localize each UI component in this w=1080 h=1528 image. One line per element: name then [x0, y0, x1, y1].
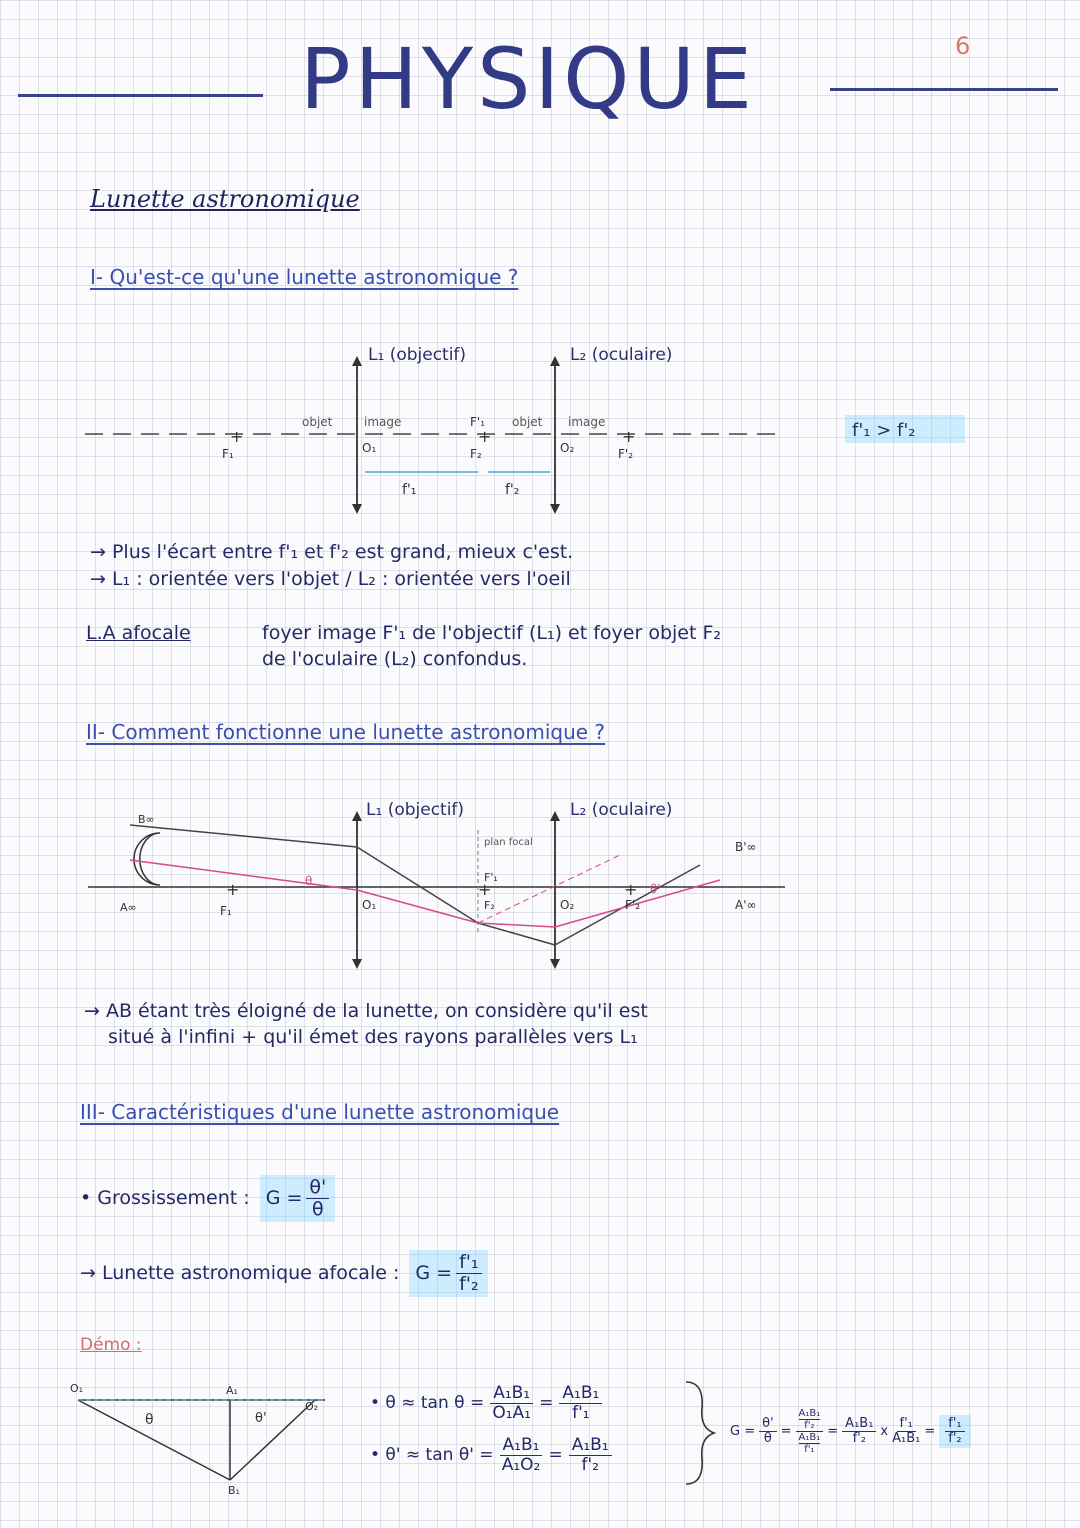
final-frac4 — [892, 1417, 920, 1447]
final-f5-den: f'₂ — [948, 1431, 962, 1446]
demo-o2: O₂ — [305, 1400, 319, 1413]
final-eq1: = — [780, 1424, 792, 1439]
diagram2-bprime-inf: B'∞ — [735, 840, 757, 854]
diagram1-lens2-label: L₂ (oculaire) — [570, 345, 673, 365]
final-f1-den: θ — [763, 1431, 772, 1446]
final-x: x — [880, 1424, 889, 1439]
section2-diagram — [0, 785, 1080, 975]
eq1-frac1 — [490, 1384, 533, 1422]
g-num: θ' — [306, 1177, 329, 1199]
eq2-equals: = — [548, 1445, 563, 1466]
diagram2-f1: F₁ — [220, 904, 232, 918]
grossissement-row — [80, 1175, 335, 1222]
svg-text:+: + — [478, 880, 492, 899]
demo-brace — [680, 1378, 720, 1488]
page-title: PHYSIQUE — [300, 30, 756, 128]
grossissement-label: • Grossissement : — [80, 1187, 250, 1210]
afocal-fraction — [456, 1252, 482, 1295]
eq2-start: • θ' ≈ tan θ' = — [370, 1445, 494, 1466]
demo-thetaprime: θ' — [255, 1411, 267, 1426]
demo-label: Démo : — [80, 1335, 142, 1355]
section1-afocal-line2: de l'oculaire (L₂) confondus. — [262, 648, 528, 670]
eq1-f1-den: O₁A₁ — [492, 1402, 531, 1423]
final-f4-den: A₁B₁ — [892, 1431, 921, 1446]
final-frac5 — [939, 1415, 970, 1449]
demo-a1: A₁ — [226, 1384, 238, 1397]
eq1-equals: = — [539, 1393, 554, 1414]
diagram2-theta: θ — [305, 874, 313, 888]
diagram1-objet1: objet — [302, 415, 333, 429]
svg-text:+: + — [478, 427, 492, 446]
final-g: G = — [730, 1424, 756, 1439]
diagram2-f1prime: F'₁ — [484, 871, 498, 884]
eq1-f1-num: A₁B₁ — [490, 1384, 533, 1404]
final-f4-num: f'₁ — [897, 1417, 916, 1432]
final-f5-num: f'₁ — [945, 1417, 964, 1432]
diagram2-aprime-inf: A'∞ — [735, 898, 757, 912]
diagram1-f2: F₂ — [470, 447, 482, 461]
svg-text:+: + — [624, 880, 638, 899]
final-f2-den-num: A₁B₁ — [798, 1432, 821, 1443]
diagram2-f2: F₂ — [484, 899, 495, 912]
demo-eq1 — [370, 1384, 602, 1422]
diagram2-lens2-label: L₂ (oculaire) — [570, 800, 673, 820]
afocal-num: f'₁ — [456, 1252, 482, 1274]
diagram1-image2: image — [568, 415, 606, 429]
demo-final — [730, 1408, 971, 1455]
section2-note-line2: situé à l'infini + qu'il émet des rayons parallèles vers L₁ — [108, 1026, 638, 1048]
eq1-f2-den: f'₁ — [572, 1402, 590, 1423]
section2-note-line1: → AB étant très éloigné de la lunette, on considère qu'il est — [84, 1000, 648, 1022]
section1-diagram — [0, 330, 1080, 520]
afocal-row — [80, 1250, 488, 1297]
diagram1-objet2: objet — [512, 415, 543, 429]
diagram1-f2prime: F'₂ — [618, 447, 634, 461]
final-frac3 — [842, 1417, 876, 1447]
diagram1-image1: image — [364, 415, 402, 429]
g-eq: G = — [265, 1187, 303, 1210]
header-rule-left — [18, 94, 263, 97]
diagram1-o1: O₁ — [362, 441, 377, 455]
eq2-frac2 — [569, 1436, 612, 1474]
grossissement-formula — [260, 1175, 336, 1222]
section1-heading: I- Qu'est-ce qu'une lunette astronomique ? — [90, 265, 519, 289]
eq1-f2-num: A₁B₁ — [559, 1384, 602, 1404]
diagram2-b-inf: B∞ — [138, 813, 155, 826]
section2-heading: II- Comment fonctionne une lunette astronomique ? — [86, 720, 606, 744]
afocal-den: f'₂ — [459, 1272, 479, 1295]
final-eq2: = — [827, 1424, 839, 1439]
chapter-title: Lunette astronomique — [90, 185, 360, 213]
diagram1-o2: O₂ — [560, 441, 575, 455]
diagram2-f2prime: F'₂ — [625, 898, 641, 912]
afocal-eq: G = — [415, 1262, 453, 1285]
section1-afocal-line1: foyer image F'₁ de l'objectif (L₁) et foyer objet F₂ — [262, 622, 722, 644]
eq1-frac2 — [559, 1384, 602, 1422]
afocal-formula — [409, 1250, 487, 1297]
final-frac1 — [759, 1417, 777, 1447]
afocal-label: → Lunette astronomique afocale : — [80, 1262, 400, 1285]
diagram2-o2: O₂ — [560, 898, 575, 912]
g-fraction — [306, 1177, 329, 1220]
final-f3-num: A₁B₁ — [842, 1417, 876, 1432]
page-number: 6 — [955, 32, 971, 60]
final-f2-den-den: f'₁ — [804, 1444, 815, 1455]
eq2-f2-den: f'₂ — [581, 1454, 599, 1475]
diagram2-plan-focal: plan focal — [484, 837, 533, 848]
diagram2-o1: O₁ — [362, 898, 377, 912]
diagram2-a-inf: A∞ — [120, 901, 137, 914]
diagram2-lens1-label: L₁ (objectif) — [366, 800, 465, 820]
final-f1-num: θ' — [759, 1417, 777, 1432]
demo-b1: B₁ — [228, 1484, 240, 1497]
section1-afocal-label: L.A afocale — [86, 622, 191, 644]
final-f3-den: f'₂ — [852, 1431, 866, 1446]
diagram1-f1: F₁ — [222, 447, 234, 461]
diagram1-f1prime: F'₁ — [470, 415, 486, 429]
final-f2-num-den: f'₂ — [804, 1420, 815, 1431]
eq2-f1-den: A₁O₂ — [501, 1454, 541, 1475]
eq2-f2-num: A₁B₁ — [569, 1436, 612, 1456]
final-frac2 — [796, 1408, 824, 1455]
section3-heading: III- Caractéristiques d'une lunette astronomique — [80, 1100, 560, 1124]
diagram1-lens1-label: L₁ (objectif) — [368, 345, 467, 365]
final-frac2-top — [796, 1408, 824, 1432]
eq1-start: • θ ≈ tan θ = — [370, 1393, 485, 1414]
diagram1-relation: f'₁ > f'₂ — [852, 420, 916, 441]
final-frac2-bottom — [799, 1432, 821, 1455]
demo-theta: θ — [145, 1412, 154, 1428]
demo-eq2 — [370, 1436, 612, 1474]
svg-text:+: + — [230, 427, 244, 446]
svg-text:+: + — [622, 427, 636, 446]
eq2-frac1 — [500, 1436, 543, 1474]
final-f2-num-num: A₁B₁ — [798, 1408, 821, 1419]
diagram1-focal2: f'₂ — [505, 482, 520, 498]
diagram2-thetaprime: θ' — [650, 882, 661, 896]
header-rule-right — [830, 88, 1058, 91]
eq2-f1-num: A₁B₁ — [500, 1436, 543, 1456]
demo-diagram — [60, 1380, 350, 1500]
diagram1-focal1: f'₁ — [402, 482, 417, 498]
svg-text:+: + — [226, 880, 240, 899]
section1-note1: → Plus l'écart entre f'₁ et f'₂ est grand, mieux c'est. — [90, 541, 574, 563]
demo-o1: O₁ — [70, 1382, 84, 1395]
g-den: θ — [311, 1197, 324, 1220]
final-eq3: = — [924, 1424, 936, 1439]
section1-note2: → L₁ : orientée vers l'objet / L₂ : orientée vers l'oeil — [90, 568, 571, 590]
